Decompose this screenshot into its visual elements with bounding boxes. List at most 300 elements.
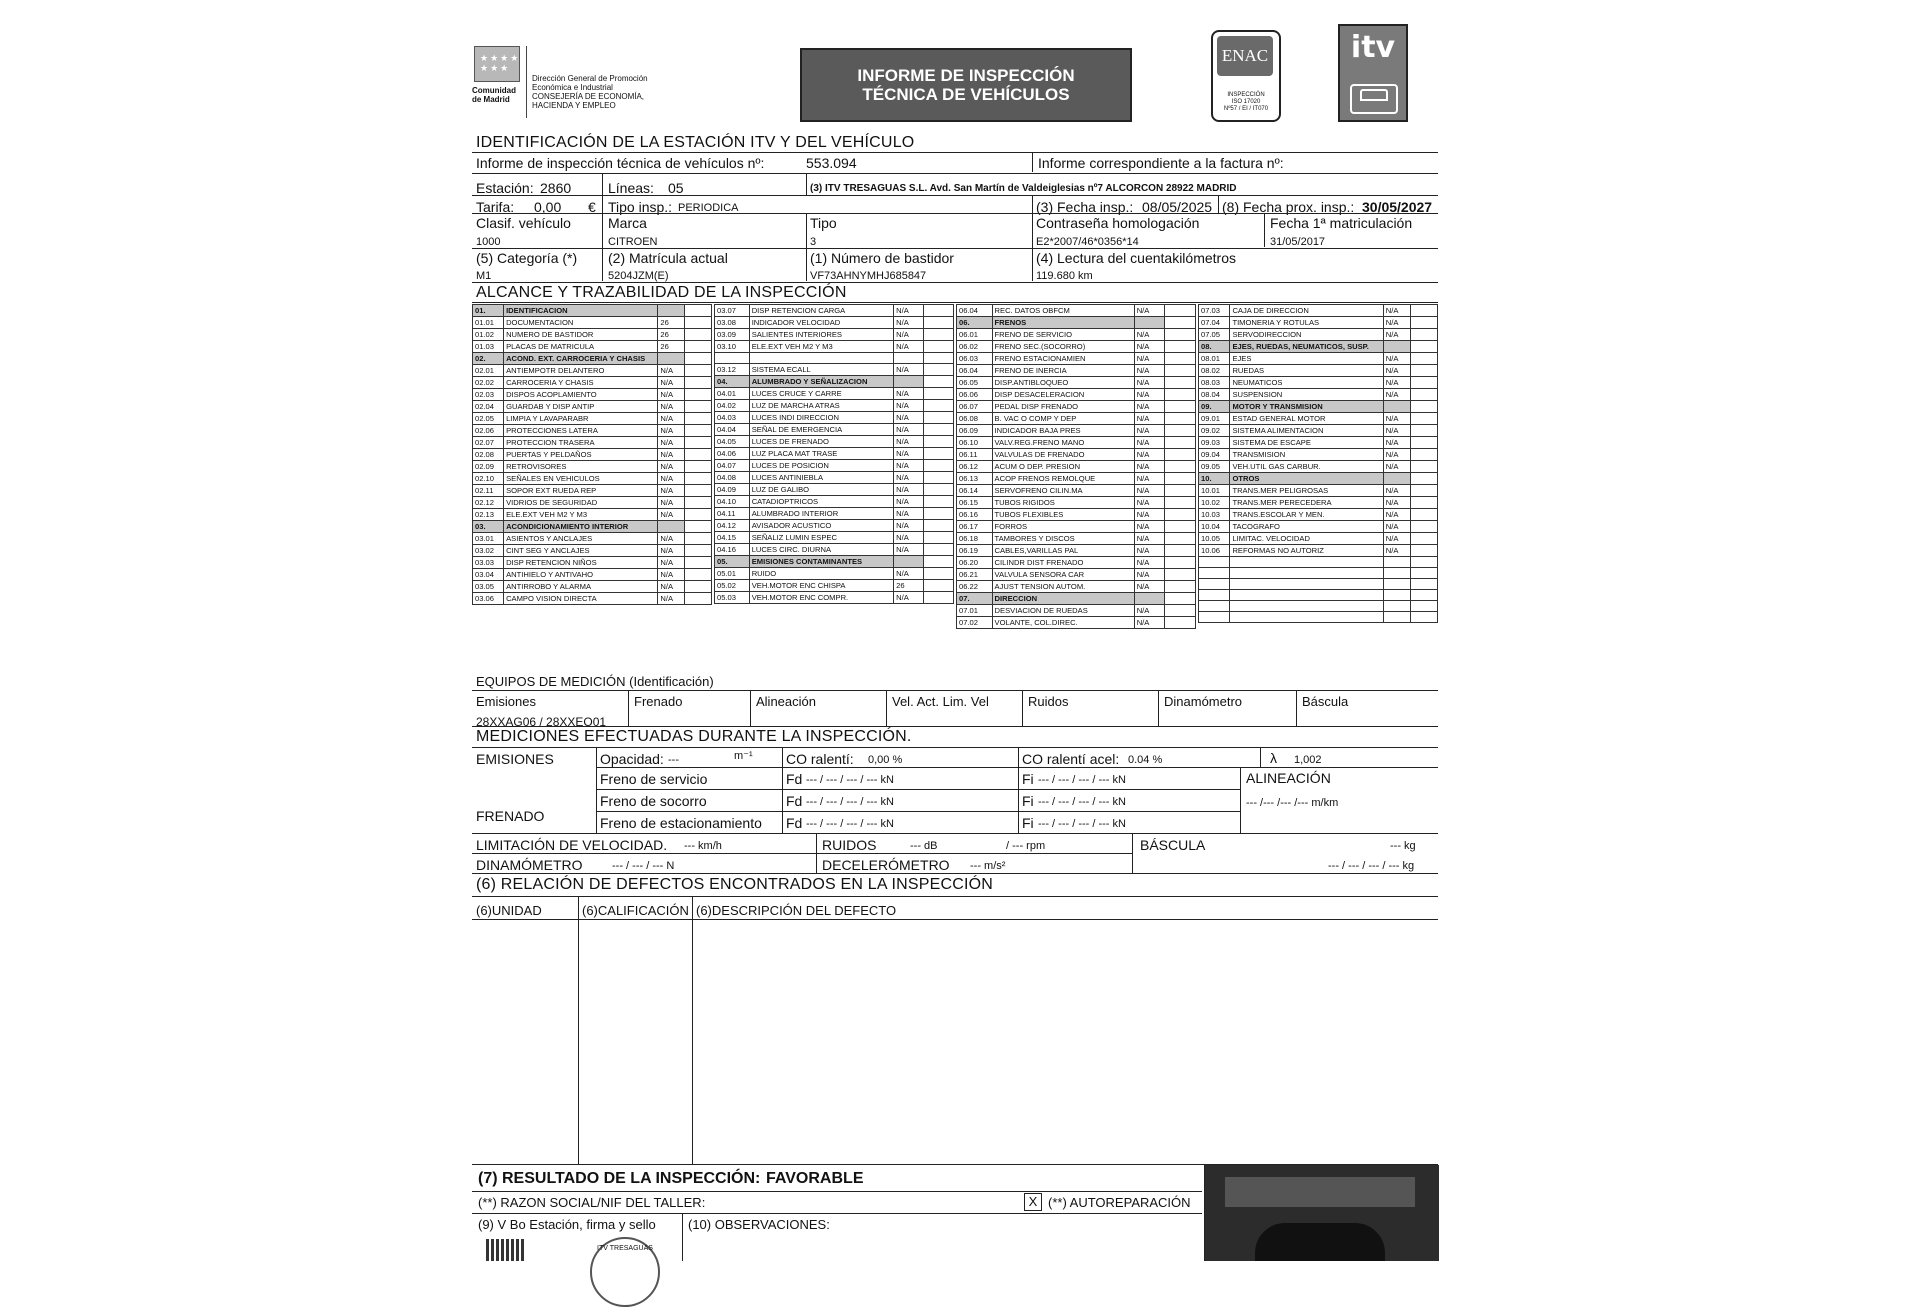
scope-item-blank: [685, 353, 712, 365]
insp-date-label: (3) Fecha insp.:: [1036, 199, 1134, 215]
scope-code: 10.06: [1199, 545, 1230, 557]
scope-item-blank: [924, 556, 954, 568]
scope-row: [715, 329, 954, 341]
first-reg-value: 31/05/2017: [1270, 236, 1326, 248]
scope-code: 03.12: [715, 364, 750, 376]
scope-column-2: [714, 304, 954, 604]
self-repair-label: (**) AUTOREPARACIÓN: [1048, 1195, 1191, 1210]
scope-row: [715, 400, 954, 412]
scope-item-blank: [685, 437, 712, 449]
scope-code: 03.07: [715, 305, 750, 317]
scope-item-blank: [685, 377, 712, 389]
scope-code: 09.05: [1199, 461, 1230, 473]
scope-code: 02.08: [473, 449, 504, 461]
scope-item-value: [1383, 590, 1410, 601]
scope-row: [957, 497, 1196, 509]
equip-scale-label: Báscula: [1302, 694, 1349, 709]
scope-code: [1199, 612, 1230, 623]
scope-item-value: N/A: [658, 461, 685, 473]
scope-item-blank: [1410, 437, 1437, 449]
scope-item-value: N/A: [894, 364, 924, 376]
scope-item-blank: [924, 364, 954, 376]
scope-item-name: ACUM O DEP. PRESION: [992, 461, 1134, 473]
scope-row: [1199, 353, 1438, 365]
scope-item-name: ACONDICIONAMIENTO INTERIOR: [504, 521, 658, 533]
scope-item-value: N/A: [658, 533, 685, 545]
org-line3: CONSEJERÍA DE ECONOMÍA,: [532, 92, 645, 101]
scope-item-blank: [1165, 353, 1196, 365]
scope-code: 02.13: [473, 509, 504, 521]
scope-item-blank: [1410, 317, 1437, 329]
scope-code: 04.12: [715, 520, 750, 532]
scope-code: 04.03: [715, 412, 750, 424]
scope-row: [715, 532, 954, 544]
scope-row: [1199, 545, 1438, 557]
scope-item-name: PUERTAS Y PELDAÑOS: [504, 449, 658, 461]
lambda-label: λ: [1270, 750, 1277, 766]
scope-item-value: N/A: [1383, 377, 1410, 389]
scope-item-value: N/A: [1383, 449, 1410, 461]
scope-row: [957, 413, 1196, 425]
scope-item-name: CAJA DE DIRECCION: [1230, 305, 1383, 317]
scope-code: 02.: [473, 353, 504, 365]
insp-type-value: PERIODICA: [678, 202, 739, 214]
scope-item-value: N/A: [1383, 365, 1410, 377]
scope-code: 04.07: [715, 460, 750, 472]
enac-sub3: Nº57 / EI / IT070: [1223, 106, 1269, 112]
department-name: [532, 74, 648, 110]
scope-item-name: SEÑALES EN VEHICULOS: [504, 473, 658, 485]
meas-emissions-label: EMISIONES: [476, 751, 554, 767]
scope-item-name: EMISIONES CONTAMINANTES: [749, 556, 893, 568]
scope-item-value: [894, 556, 924, 568]
scope-item-value: [1383, 473, 1410, 485]
scope-code: [1199, 579, 1230, 590]
equip-emissions-label: Emisiones: [476, 694, 536, 709]
scope-row: [1199, 425, 1438, 437]
scope-row: [473, 593, 712, 605]
scope-row: [1199, 568, 1438, 579]
type-value: 3: [810, 236, 817, 248]
scope-row: [473, 533, 712, 545]
scope-item-name: CINT SEG Y ANCLAJES: [504, 545, 658, 557]
scope-item-name: DISP RETENCION CARGA: [749, 305, 893, 317]
scope-item-blank: [1410, 305, 1437, 317]
scope-code: 03.03: [473, 557, 504, 569]
title-line2: TÉCNICA DE VEHÍCULOS: [862, 85, 1070, 104]
scope-row: [473, 305, 712, 317]
report-number-value: 553.094: [806, 155, 857, 171]
scope-item-blank: [1165, 497, 1196, 509]
scope-item-value: N/A: [1134, 533, 1165, 545]
scope-item-blank: [924, 472, 954, 484]
scope-code: 04.09: [715, 484, 750, 496]
scope-row: [473, 365, 712, 377]
scope-code: 01.: [473, 305, 504, 317]
scope-item-value: N/A: [1383, 389, 1410, 401]
scope-row: [957, 377, 1196, 389]
scope-item-name: LUCES DE POSICION: [749, 460, 893, 472]
scope-item-value: N/A: [894, 592, 924, 604]
fd-label-service: Fd: [786, 771, 803, 787]
scope-item-name: SISTEMA DE ESCAPE: [1230, 437, 1383, 449]
scope-item-blank: [1165, 329, 1196, 341]
station-sign-label: (9) V Bo Estación, firma y sello: [478, 1217, 656, 1232]
result-box: [472, 1164, 1438, 1261]
scope-item-value: N/A: [1134, 425, 1165, 437]
scope-item-name: FRENO ESTACIONAMIEN: [992, 353, 1134, 365]
fi-label-service: Fi: [1022, 771, 1034, 787]
scope-item-name: FRENO SEC.(SOCORRO): [992, 341, 1134, 353]
scope-item-value: N/A: [894, 508, 924, 520]
scope-row: [715, 412, 954, 424]
org-line2: Económica e Industrial: [532, 83, 613, 92]
scope-item-value: N/A: [1134, 581, 1165, 593]
report-number-label: Informe de inspección técnica de vehículos nº:: [476, 155, 765, 171]
scope-code: 04.16: [715, 544, 750, 556]
co-idle-label: CO ralentí:: [786, 751, 854, 767]
scope-code: 10.03: [1199, 509, 1230, 521]
scope-code: 07.01: [957, 605, 993, 617]
scope-item-blank: [924, 317, 954, 329]
scope-item-name: LIMPIA Y LAVAPARABR: [504, 413, 658, 425]
scope-row: [473, 329, 712, 341]
scope-item-blank: [924, 508, 954, 520]
scope-code: 02.05: [473, 413, 504, 425]
scope-item-blank: [685, 449, 712, 461]
scope-item-blank: [924, 400, 954, 412]
scope-code: 06.04: [957, 305, 993, 317]
madrid-flag-icon: ★★★★ ★★★: [474, 46, 520, 82]
fi-label-parking: Fi: [1022, 815, 1034, 831]
scope-item-name: SEÑALIZ LUMIN ESPEC: [749, 532, 893, 544]
scope-item-blank: [685, 317, 712, 329]
scope-row: [715, 580, 954, 592]
region-line1: Comunidad: [472, 86, 516, 95]
scope-item-value: N/A: [1383, 437, 1410, 449]
scope-row: [1199, 601, 1438, 612]
scope-row: [957, 557, 1196, 569]
scope-item-name: [1230, 590, 1383, 601]
scope-item-value: N/A: [658, 485, 685, 497]
scope-item-value: N/A: [658, 413, 685, 425]
scope-code: 02.04: [473, 401, 504, 413]
lines-value: 05: [668, 180, 684, 196]
enac-label: ENAC: [1217, 36, 1273, 76]
scope-row: [715, 508, 954, 520]
scope-column-4: [1198, 304, 1438, 623]
scope-item-name: RUEDAS: [1230, 365, 1383, 377]
scope-item-blank: [1165, 389, 1196, 401]
scope-item-name: PEDAL DISP FRENADO: [992, 401, 1134, 413]
scope-item-value: N/A: [894, 305, 924, 317]
scope-item-blank: [1165, 305, 1196, 317]
inspection-report-sheet: [472, 22, 1438, 1260]
scope-item-value: N/A: [1134, 485, 1165, 497]
scope-item-name: DISPOS ACOPLAMIENTO: [504, 389, 658, 401]
equip-noise-label: Ruidos: [1028, 694, 1069, 709]
scope-item-blank: [1165, 509, 1196, 521]
category-label: (5) Categoría (*): [476, 250, 578, 266]
scope-code: 02.09: [473, 461, 504, 473]
fd-value-emergency: --- / --- / --- / --- kN: [806, 796, 894, 808]
scope-item-value: N/A: [894, 317, 924, 329]
scope-item-value: N/A: [658, 401, 685, 413]
scope-row: [957, 581, 1196, 593]
scope-item-blank: [1410, 545, 1437, 557]
scope-item-blank: [1410, 497, 1437, 509]
scope-item-name: VALV.REG.FRENO MANO: [992, 437, 1134, 449]
scope-item-value: N/A: [894, 388, 924, 400]
scope-item-blank: [1165, 413, 1196, 425]
scope-item-blank: [924, 448, 954, 460]
scope-row: [1199, 317, 1438, 329]
scope-code: 06.07: [957, 401, 993, 413]
scope-item-blank: [685, 521, 712, 533]
scope-code: 06.12: [957, 461, 993, 473]
scope-row: [957, 341, 1196, 353]
scope-row: [473, 557, 712, 569]
scope-code: 06.19: [957, 545, 993, 557]
scope-item-value: N/A: [658, 497, 685, 509]
scope-row: [715, 364, 954, 376]
scope-item-name: CARROCERIA Y CHASIS: [504, 377, 658, 389]
scope-item-blank: [685, 569, 712, 581]
defects-list-area: [472, 920, 1438, 1164]
measurements-section-title: MEDICIONES EFECTUADAS DURANTE LA INSPECCIÓN.: [476, 728, 912, 745]
scope-item-value: [894, 353, 924, 364]
scope-item-blank: [1165, 473, 1196, 485]
scope-item-value: 26: [658, 341, 685, 353]
scope-row: [715, 568, 954, 580]
fd-value-parking: --- / --- / --- / --- kN: [806, 818, 894, 830]
scope-code: [1199, 590, 1230, 601]
scope-item-blank: [1410, 413, 1437, 425]
scope-item-name: LUZ DE MARCHA ATRAS: [749, 400, 893, 412]
scope-row: [957, 461, 1196, 473]
scope-row: [715, 496, 954, 508]
scope-item-name: DOCUMENTACION: [504, 317, 658, 329]
scope-item-value: [1383, 601, 1410, 612]
meas-braking-label: FRENADO: [476, 808, 545, 824]
vehicle-photo: [1204, 1165, 1439, 1261]
scope-item-name: LIMITAC. VELOCIDAD: [1230, 533, 1383, 545]
scope-code: 07.05: [1199, 329, 1230, 341]
scope-code: 06.16: [957, 509, 993, 521]
scope-item-blank: [685, 389, 712, 401]
scope-row: [957, 593, 1196, 605]
scope-item-name: [1230, 557, 1383, 568]
scope-item-value: N/A: [1383, 521, 1410, 533]
scope-row: [1199, 590, 1438, 601]
scope-item-value: N/A: [894, 520, 924, 532]
scope-column-3: [956, 304, 1196, 629]
scope-item-blank: [924, 496, 954, 508]
scope-code: 03.08: [715, 317, 750, 329]
itv-label: itv: [1350, 30, 1396, 65]
scope-item-value: [1134, 593, 1165, 605]
result-value: FAVORABLE: [766, 1170, 864, 1187]
scope-row: [473, 509, 712, 521]
scope-code: 07.: [957, 593, 993, 605]
scope-item-blank: [1410, 365, 1437, 377]
scope-item-name: MOTOR Y TRANSMISION: [1230, 401, 1383, 413]
scope-row: [957, 317, 1196, 329]
scope-row: [1199, 437, 1438, 449]
scope-item-name: TUBOS FLEXIBLES: [992, 509, 1134, 521]
scope-row: [715, 436, 954, 448]
scope-code: 02.06: [473, 425, 504, 437]
scope-row: [1199, 401, 1438, 413]
scope-item-value: N/A: [1383, 461, 1410, 473]
scope-item-name: DISP DESACELERACION: [992, 389, 1134, 401]
scope-item-blank: [1410, 579, 1437, 590]
scope-item-value: N/A: [1134, 365, 1165, 377]
scope-item-name: DISP RETENCION NIÑOS: [504, 557, 658, 569]
category-value: M1: [476, 270, 492, 282]
scope-row: [473, 425, 712, 437]
scope-item-name: LUCES ANTINIEBLA: [749, 472, 893, 484]
scope-item-blank: [924, 388, 954, 400]
scope-item-name: REFORMAS NO AUTORIZ: [1230, 545, 1383, 557]
scope-code: 03.10: [715, 341, 750, 353]
scope-item-blank: [685, 485, 712, 497]
scope-item-blank: [685, 593, 712, 605]
station-name: (3) ITV TRESAGUAS S.L. Avd. San Martín de Valdeiglesias nº7 ALCORCON 28922 MADRID: [810, 183, 1237, 194]
scope-item-value: N/A: [894, 412, 924, 424]
scope-item-blank: [924, 329, 954, 341]
scope-item-value: N/A: [658, 425, 685, 437]
scope-item-value: N/A: [894, 400, 924, 412]
scope-row: [1199, 612, 1438, 623]
scope-item-value: N/A: [1134, 557, 1165, 569]
scope-item-blank: [685, 425, 712, 437]
scope-item-name: ANTIEMPOTR DELANTERO: [504, 365, 658, 377]
scope-item-blank: [1410, 473, 1437, 485]
scale-value: --- kg: [1390, 840, 1416, 852]
scope-item-name: ANTIHIELO Y ANTIVAHO: [504, 569, 658, 581]
scope-item-name: TIMONERIA Y ROTULAS: [1230, 317, 1383, 329]
enac-sub1: INSPECCIÓN: [1227, 92, 1265, 98]
vin-label: (1) Número de bastidor: [810, 250, 954, 266]
scope-item-blank: [924, 544, 954, 556]
scope-item-name: SALIENTES INTERIORES: [749, 329, 893, 341]
scope-item-blank: [685, 545, 712, 557]
scope-item-blank: [685, 473, 712, 485]
scope-item-value: N/A: [658, 509, 685, 521]
scope-row: [473, 341, 712, 353]
speed-limit-value: --- km/h: [684, 840, 722, 852]
scope-row: [715, 520, 954, 532]
scope-row: [473, 461, 712, 473]
scope-code: 01.01: [473, 317, 504, 329]
scope-code: 09.01: [1199, 413, 1230, 425]
scope-item-blank: [685, 413, 712, 425]
scope-item-value: N/A: [658, 581, 685, 593]
scope-item-value: N/A: [1383, 353, 1410, 365]
scope-code: 06.13: [957, 473, 993, 485]
scope-code: 06.20: [957, 557, 993, 569]
scope-item-blank: [924, 436, 954, 448]
enac-sub2: ISO 17020: [1231, 99, 1261, 105]
scope-item-blank: [1410, 601, 1437, 612]
scope-item-name: TRANSMISION: [1230, 449, 1383, 461]
scope-code: 04.04: [715, 424, 750, 436]
scope-row: [957, 521, 1196, 533]
scope-item-name: TRANS.MER PELIGROSAS: [1230, 485, 1383, 497]
scope-item-name: VIDRIOS DE SEGURIDAD: [504, 497, 658, 509]
scope-item-name: FRENO DE SERVICIO: [992, 329, 1134, 341]
odometer-label: (4) Lectura del cuentakilómetros: [1036, 250, 1236, 266]
scope-code: 08.02: [1199, 365, 1230, 377]
scope-item-blank: [924, 532, 954, 544]
report-title: [800, 48, 1132, 122]
scope-code: 06.03: [957, 353, 993, 365]
scope-code: 02.03: [473, 389, 504, 401]
scope-item-value: N/A: [658, 473, 685, 485]
scope-item-name: VALVULA SENSORA CAR: [992, 569, 1134, 581]
scope-item-blank: [1410, 449, 1437, 461]
scope-item-name: TRANS.MER PERECEDERA: [1230, 497, 1383, 509]
scope-item-name: TAMBORES Y DISCOS: [992, 533, 1134, 545]
scope-row: [715, 460, 954, 472]
scope-item-name: SISTEMA ECALL: [749, 364, 893, 376]
scope-row: [473, 413, 712, 425]
scope-row: [957, 365, 1196, 377]
scope-row: [1199, 341, 1438, 353]
scope-item-value: N/A: [1134, 341, 1165, 353]
scope-code: 06.04: [957, 365, 993, 377]
scale-axles-value: --- / --- / --- / --- kg: [1328, 860, 1415, 872]
scope-item-value: N/A: [894, 424, 924, 436]
scope-row: [715, 472, 954, 484]
scope-item-name: TUBOS RIGIDOS: [992, 497, 1134, 509]
scope-item-blank: [924, 353, 954, 364]
scope-code: 06.06: [957, 389, 993, 401]
scope-row: [1199, 473, 1438, 485]
scope-item-name: LUCES CRUCE Y CARRE: [749, 388, 893, 400]
scope-item-blank: [1410, 461, 1437, 473]
scope-section-title: ALCANCE Y TRAZABILIDAD DE LA INSPECCIÓN: [476, 284, 847, 301]
scope-code: 04.06: [715, 448, 750, 460]
scope-item-name: INDICADOR VELOCIDAD: [749, 317, 893, 329]
meas-scale-label: BÁSCULA: [1140, 837, 1206, 853]
scope-code: 09.: [1199, 401, 1230, 413]
scope-code: 04.02: [715, 400, 750, 412]
scope-code: 04.11: [715, 508, 750, 520]
co-idle-acc-label: CO ralentí acel:: [1022, 751, 1120, 767]
scope-item-blank: [924, 305, 954, 317]
scope-row: [1199, 533, 1438, 545]
dyno-value: --- / --- / --- N: [612, 860, 675, 872]
scope-item-name: FRENO DE INERCIA: [992, 365, 1134, 377]
scope-row: [957, 437, 1196, 449]
self-repair-checkbox[interactable]: X: [1024, 1193, 1042, 1211]
scope-item-name: VEH.UTIL GAS CARBUR.: [1230, 461, 1383, 473]
qr-code-icon: [486, 1239, 524, 1261]
scope-item-name: AJUST TENSION AUTOM.: [992, 581, 1134, 593]
first-reg-label: Fecha 1ª matriculación: [1270, 215, 1413, 231]
scope-item-value: [1383, 341, 1410, 353]
scope-item-blank: [924, 568, 954, 580]
scope-code: 02.10: [473, 473, 504, 485]
scope-row: [715, 305, 954, 317]
scope-item-value: N/A: [894, 448, 924, 460]
scope-item-blank: [924, 520, 954, 532]
scope-item-blank: [1410, 485, 1437, 497]
odometer-value: 119.680 km: [1036, 270, 1093, 282]
plate-value: 5204JZM(E): [608, 270, 669, 282]
